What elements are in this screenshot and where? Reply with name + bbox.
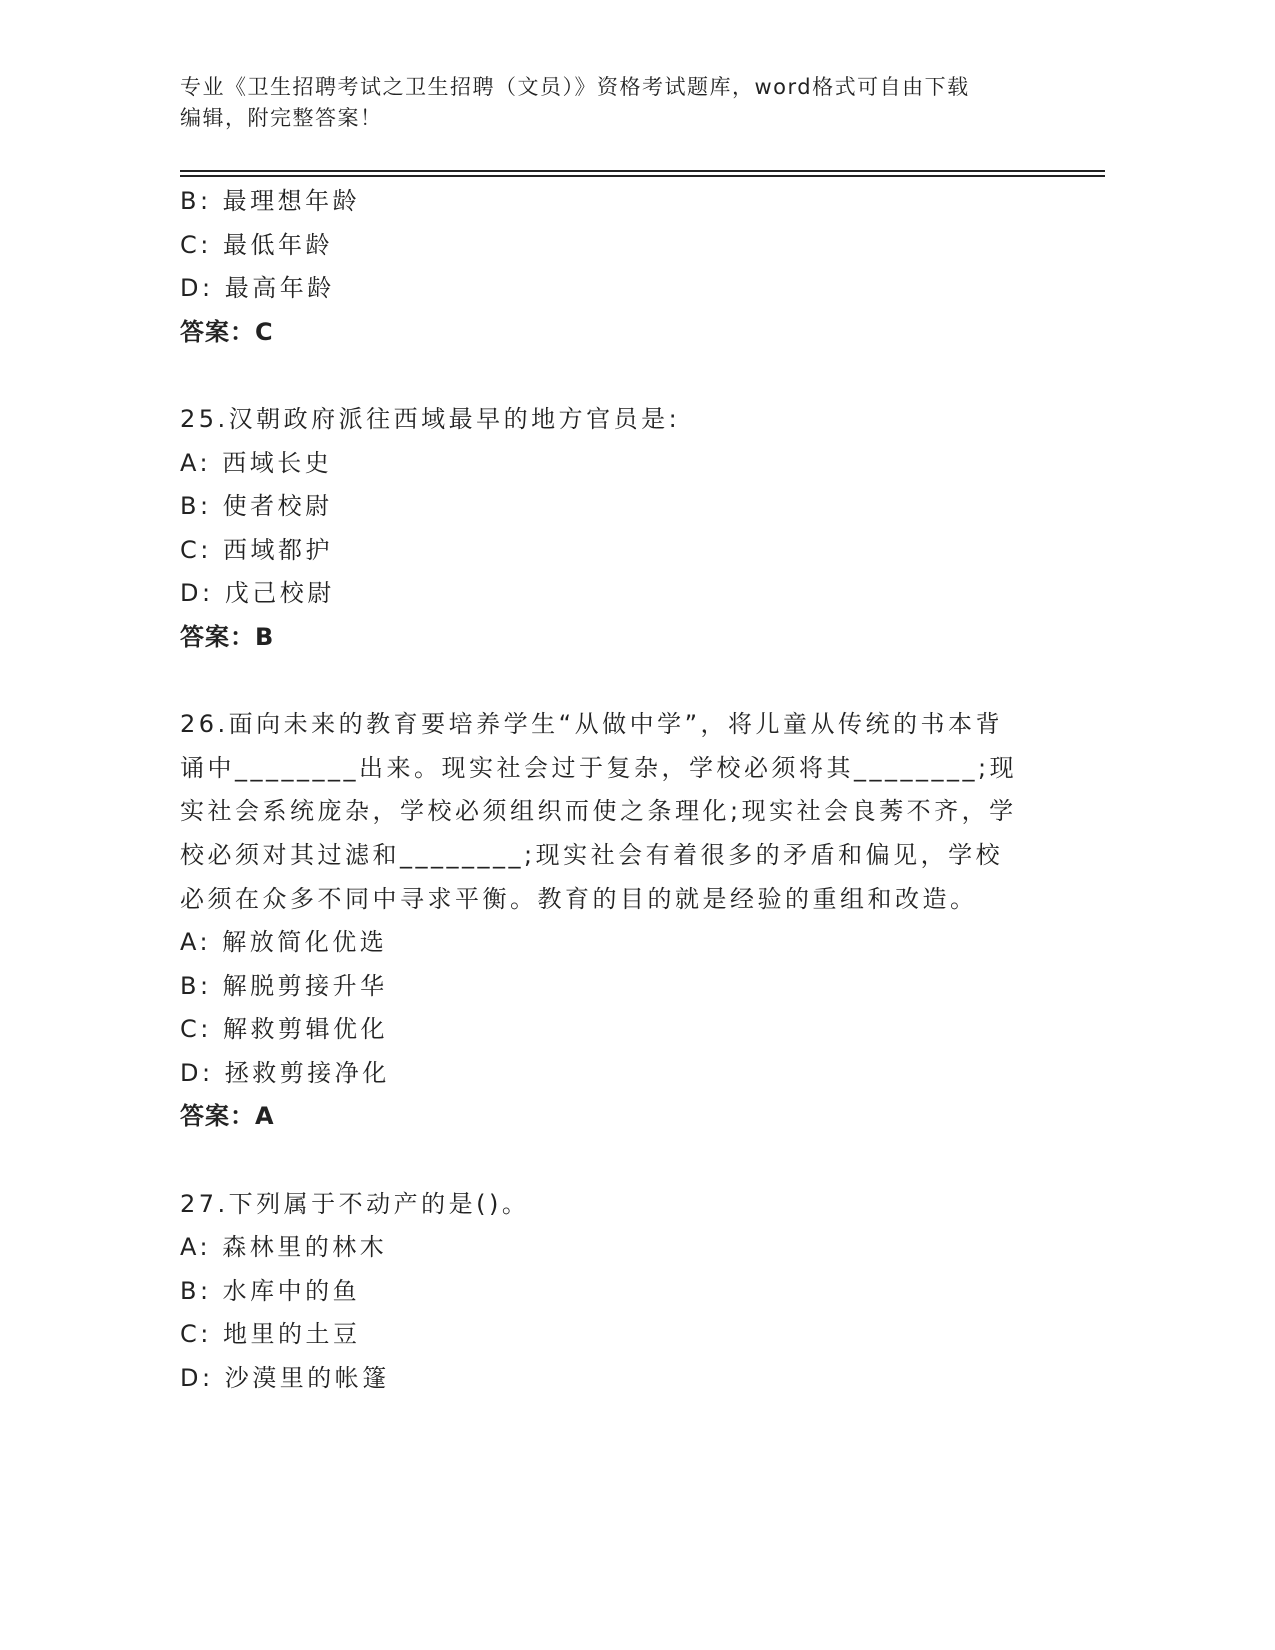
option-b: B: 使者校尉 (180, 492, 333, 521)
answer: 答案：B (180, 622, 275, 651)
option-b: B: 水库中的鱼 (180, 1276, 361, 1305)
option-d: D: 戊己校尉 (180, 579, 335, 608)
question-25 (180, 398, 1030, 660)
question-24 (180, 180, 1030, 354)
document-body (180, 180, 1030, 1401)
question-26 (180, 703, 1030, 1139)
header-line-1: 专业《卫生招聘考试之卫生招聘（文员）》资格考试题库，word格式可自由下载 (180, 75, 970, 99)
header-line-2: 编辑，附完整答案！ (180, 106, 383, 130)
question-text: 25.汉朝政府派往西域最早的地方官员是: (180, 404, 681, 433)
answer: 答案：A (180, 1102, 275, 1131)
option-d: D: 沙漠里的帐篷 (180, 1364, 390, 1393)
option-d: D: 拯救剪接净化 (180, 1058, 390, 1087)
option-a: A: 解放简化优选 (180, 928, 388, 957)
document-header (180, 72, 1040, 134)
option-b: B: 解脱剪接升华 (180, 971, 388, 1000)
option-c: C: 最低年龄 (180, 230, 333, 259)
option-c: C: 解救剪辑优化 (180, 1015, 388, 1044)
option-a: A: 森林里的林木 (180, 1233, 388, 1262)
question-text: 26.面向未来的教育要培养学生“从做中学”，将儿童从传统的书本背诵中________出来。现实社会过于复杂，学校必须将其________;现实社会系统庞杂，学校必须组织而使之条理化;现实社会良莠不齐，学校必须对其过滤和________;现实社会有着很多的矛盾和偏见，学校必须在众多不同中寻求平衡。教育的目的就是经验的重组和改造。 (180, 710, 1018, 913)
option-c: C: 西域都护 (180, 535, 333, 564)
option-b: B: 最理想年龄 (180, 187, 361, 215)
option-a: A: 西域长史 (180, 448, 333, 477)
question-text: 27.下列属于不动产的是()。 (180, 1189, 530, 1218)
header-rule-bottom (180, 175, 1105, 177)
option-d: D: 最高年龄 (180, 274, 335, 303)
question-27 (180, 1183, 1030, 1401)
answer: 答案：C (180, 317, 274, 346)
header-rule-top (180, 170, 1105, 172)
option-c: C: 地里的土豆 (180, 1320, 361, 1349)
